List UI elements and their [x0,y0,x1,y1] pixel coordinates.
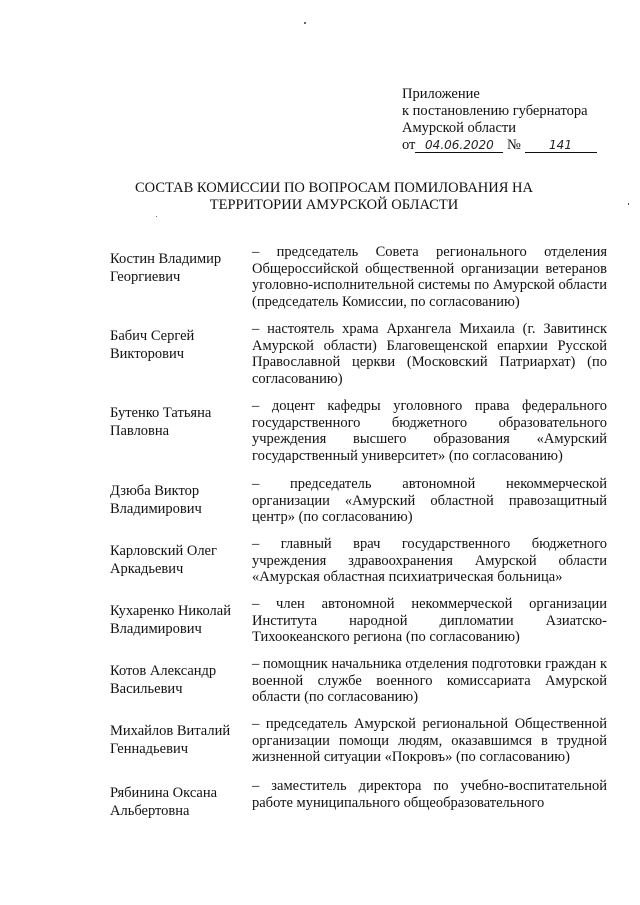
member-surname-firstname: Кухаренко Николай [110,603,231,619]
member-patronymic: Павловна [110,423,170,439]
member-surname-firstname: Михайлов Виталий [110,723,231,739]
member-patronymic: Георгиевич [110,269,181,285]
date-value: 04.06.2020 [415,138,503,153]
approval-line-attachment: Приложение [402,86,480,102]
member-role: – настоятель храма Архангела Михаила (г. Завитинск Амурской области) Благовещенской епархии Русской Православной церкви (Московский Патриархат) (по согласованию) [252,321,607,387]
member-role: – доцент кафедры уголовного права федерального государственного бюджетного образовательного учреждения высшего образования «Амурский государственный университет» (по согласованию) [252,398,607,464]
member-patronymic: Владимирович [110,621,202,637]
member-surname-firstname: Рябинина Оксана [110,785,218,801]
member-patronymic: Васильевич [110,681,183,697]
member-surname-firstname: Котов Александр [110,663,217,679]
member-name [110,722,240,758]
member-name [110,404,240,440]
member-name [110,662,240,698]
member-surname-firstname: Костин Владимир [110,251,222,267]
member-role: – председатель Совета регионального отделения Общероссийской общественной организации ветеранов уголовно-исполнительной системы по Амурской области (председатель Комиссии, по согласованию) [252,244,607,310]
member-patronymic: Викторович [110,346,185,362]
document-title [100,180,568,214]
approval-line-region: Амурской области [402,120,516,136]
member-patronymic: Альбертовна [110,803,190,819]
member-name [110,784,240,820]
member-name [110,602,240,638]
scan-speck [628,203,629,205]
member-name [110,542,240,578]
member-role: – помощник начальника отделения подготовки граждан к военной службе военного комиссариата Амурской области (по согласованию) [252,656,607,705]
approval-line-decree: к постановлению губернатора [402,103,588,119]
member-name [110,327,240,363]
member-patronymic: Геннадьевич [110,741,188,757]
title-line-2: ТЕРРИТОРИИ АМУРСКОЙ ОБЛАСТИ [209,197,459,213]
scan-speck [304,22,306,24]
member-role: – главный врач государственного бюджетного учреждения здравоохранения Амурской области «Амурская областная психиатрическая больница» [252,536,607,585]
member-role: – председатель Амурской региональной Общественной организации помощи людям, оказавшимся в трудной жизненной ситуации «Покровъ» (по согласованию) [252,716,607,765]
member-role: – член автономной некоммерческой организации Института народной дипломатии Азиатско-Тихоокеанского региона (по согласованию) [252,596,607,645]
member-patronymic: Аркадьевич [110,561,184,577]
member-role: – заместитель директора по учебно-воспитательной работе муниципального общеобразовательного [252,778,607,811]
title-line-1: СОСТАВ КОМИССИИ ПО ВОПРОСАМ ПОМИЛОВАНИЯ НА [135,180,533,196]
member-patronymic: Владимирович [110,501,202,517]
member-surname-firstname: Бабич Сергей [110,328,195,344]
member-role: – председатель автономной некоммерческой организации «Амурский областной правозащитный центр» (по согласованию) [252,476,607,525]
scan-speck [156,216,157,217]
member-name [110,482,240,518]
approval-date-number [402,137,632,154]
date-prefix: от [402,137,416,153]
member-surname-firstname: Дзюба Виктор [110,483,200,499]
member-surname-firstname: Бутенко Татьяна [110,405,212,421]
member-surname-firstname: Карловский Олег [110,543,217,559]
number-prefix: № [507,137,521,153]
member-name [110,250,240,286]
number-value: 141 [525,138,597,153]
approval-block [402,86,632,154]
